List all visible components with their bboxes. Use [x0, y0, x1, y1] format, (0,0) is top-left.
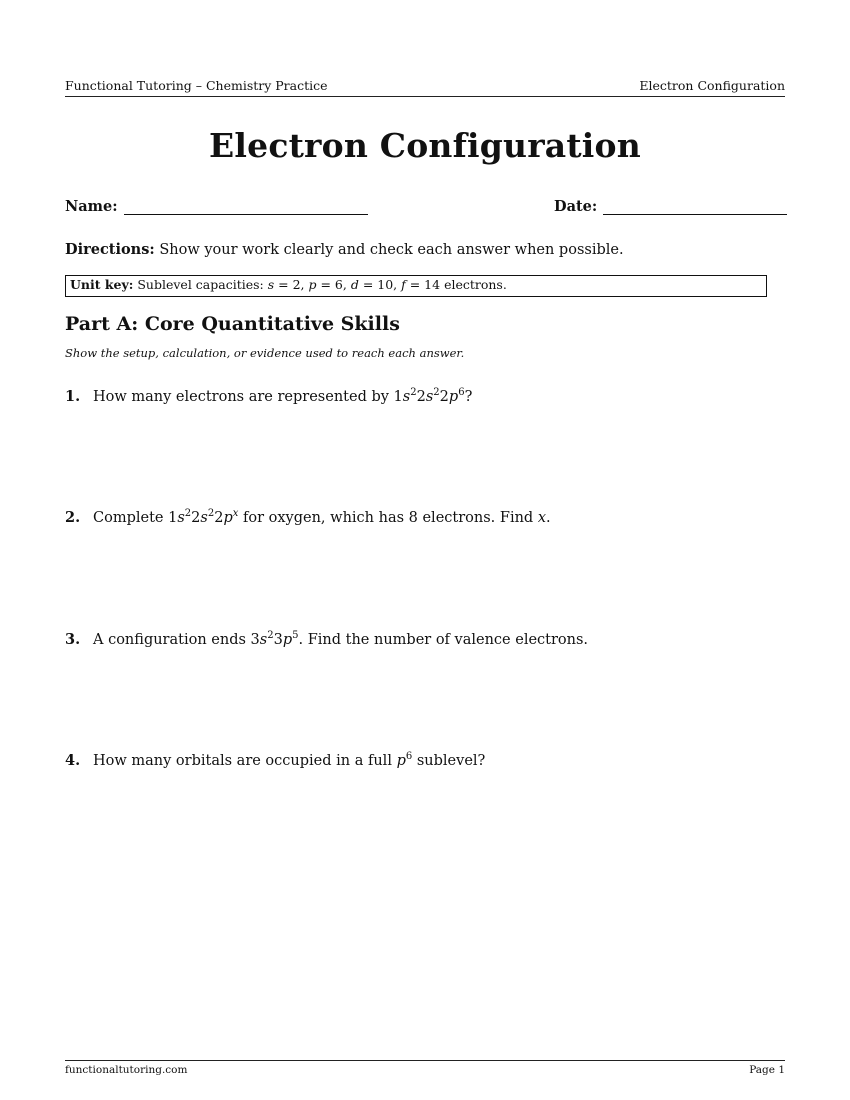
- exponent: 2: [267, 630, 274, 642]
- question-number: 4.: [65, 752, 81, 769]
- shell-number: 2: [439, 389, 449, 405]
- footer-website: functionaltutoring.com: [65, 1064, 188, 1076]
- exponent: 2: [433, 387, 440, 399]
- header-course: Functional Tutoring – Chemistry Practice: [65, 78, 328, 93]
- question-text: [93, 753, 485, 769]
- orbital-p: p: [282, 632, 293, 648]
- question-number: 2.: [65, 509, 81, 526]
- unit-key-d-value: = 10,: [358, 277, 402, 292]
- part-a-subtitle: Show the setup, calculation, or evidence used to reach each answer.: [65, 346, 465, 360]
- exponent: 2: [207, 508, 215, 520]
- question-number: 3.: [65, 631, 81, 648]
- exponent: 6: [458, 387, 465, 399]
- unit-key-d: d: [350, 277, 359, 292]
- name-label: Name:: [65, 198, 118, 215]
- exponent: 6: [405, 751, 413, 763]
- directions: [65, 241, 624, 258]
- question-suffix: sublevel?: [412, 753, 486, 769]
- unit-key-f: f: [401, 277, 406, 292]
- exponent: 5: [292, 630, 299, 642]
- unit-key-s: s: [267, 277, 275, 292]
- question-3: [65, 631, 588, 648]
- orbital-p: p: [396, 753, 406, 769]
- question-prefix: How many electrons are represented by 1: [93, 389, 403, 405]
- orbital-p: p: [448, 389, 459, 405]
- question-1: [65, 388, 472, 405]
- unit-key-box: [65, 275, 767, 297]
- unit-key-label: Unit key:: [70, 277, 134, 292]
- name-blank-line: [124, 200, 368, 215]
- directions-label: Directions:: [65, 241, 155, 258]
- shell-number: 2: [416, 389, 426, 405]
- question-prefix: How many orbitals are occupied in a full: [93, 753, 397, 769]
- orbital-s: s: [425, 389, 434, 405]
- name-field: [65, 198, 368, 215]
- question-text: [93, 632, 588, 648]
- question-text: [93, 510, 551, 526]
- header-topic: Electron Configuration: [639, 78, 785, 93]
- orbital-p: p: [223, 510, 233, 526]
- question-text: [93, 389, 472, 405]
- page-footer: [65, 1060, 785, 1076]
- date-field: [554, 198, 787, 215]
- unit-key-s-value: = 2,: [274, 277, 309, 292]
- exponent-variable: x: [232, 508, 239, 520]
- unit-key-f-value: = 14 electrons.: [405, 277, 507, 292]
- unit-key-p-value: = 6,: [316, 277, 351, 292]
- orbital-s: s: [402, 389, 411, 405]
- date-label: Date:: [554, 198, 598, 215]
- orbital-s: s: [177, 510, 185, 526]
- page-header: [65, 78, 785, 97]
- question-prefix: Complete 1: [93, 510, 178, 526]
- shell-number: 3: [273, 632, 283, 648]
- question-suffix: .: [546, 510, 551, 526]
- question-4: [65, 752, 485, 769]
- exponent: 2: [410, 387, 417, 399]
- unit-key-p: p: [308, 277, 317, 292]
- unit-key-prefix: Sublevel capacities:: [137, 277, 264, 292]
- shell-number: 2: [191, 510, 201, 526]
- orbital-s: s: [200, 510, 208, 526]
- footer-page-number: Page 1: [749, 1064, 785, 1076]
- exponent: 2: [184, 508, 192, 520]
- question-2: [65, 509, 551, 526]
- variable-x: x: [537, 510, 547, 526]
- date-blank-line: [603, 200, 787, 215]
- directions-text: Show your work clearly and check each answer when possible.: [159, 242, 624, 258]
- question-number: 1.: [65, 388, 81, 405]
- page-title: Electron Configuration: [209, 126, 641, 165]
- shell-number: 2: [214, 510, 224, 526]
- part-a-title: Part A: Core Quantitative Skills: [65, 313, 400, 335]
- orbital-s: s: [259, 632, 268, 648]
- question-suffix: ?: [464, 389, 473, 405]
- question-prefix: A configuration ends 3: [93, 632, 260, 648]
- question-middle: for oxygen, which has 8 electrons. Find: [238, 510, 538, 526]
- question-suffix: . Find the number of valence electrons.: [298, 632, 589, 648]
